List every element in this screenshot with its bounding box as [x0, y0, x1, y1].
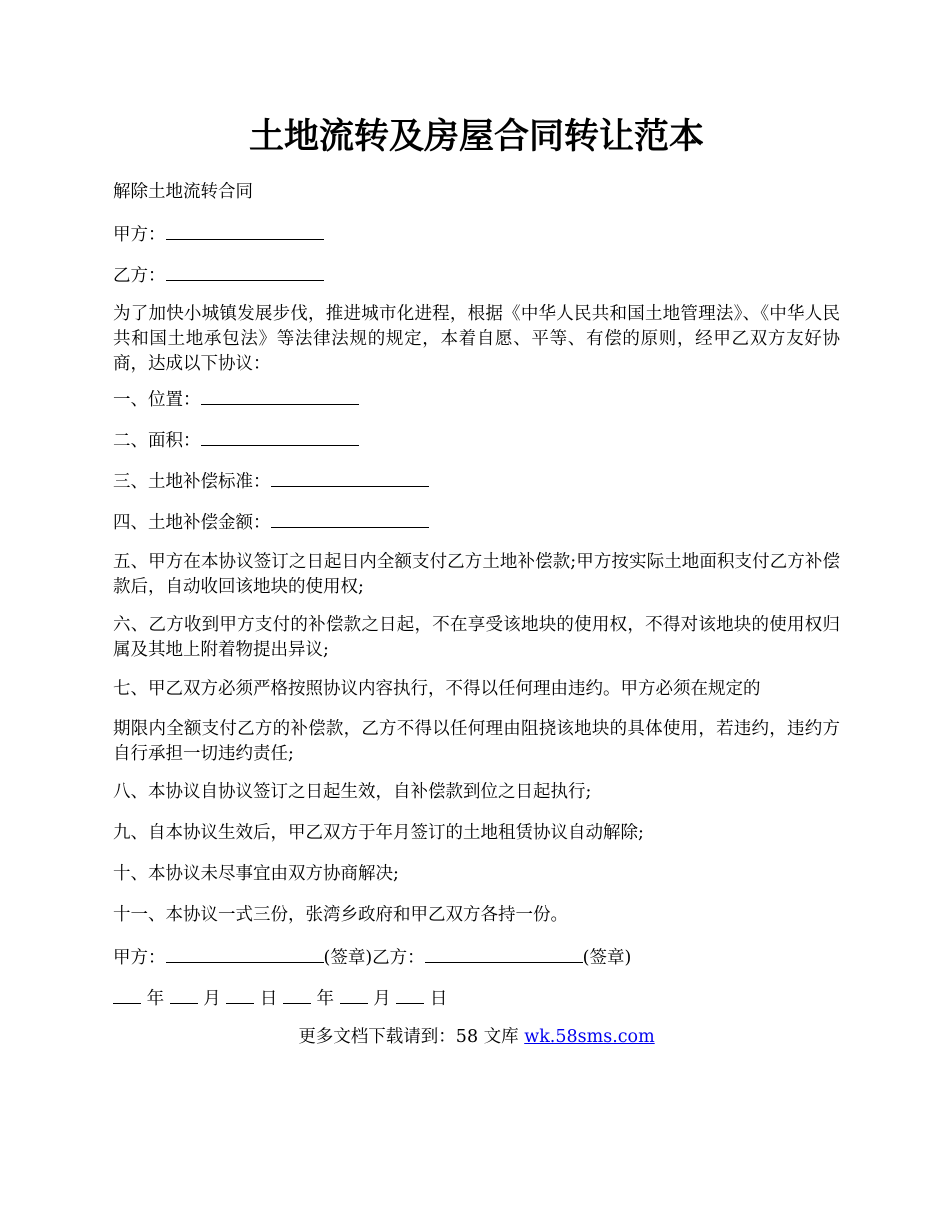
document-title: 土地流转及房屋合同转让范本: [248, 116, 704, 157]
clause-1: [113, 386, 840, 413]
date-year-b: 年: [316, 989, 335, 1009]
clause-3-label: 三、土地补偿标准：: [113, 472, 271, 492]
date-month-a: 月: [203, 989, 221, 1009]
sign-a-blank: [166, 944, 324, 963]
date-month-a-blank: [170, 985, 198, 1004]
date-line: [113, 985, 840, 1012]
party-b-line: [113, 262, 840, 289]
seal-a-label: (签章)乙方：: [323, 948, 425, 968]
party-a-label: 甲方：: [113, 225, 166, 245]
clause-3: [113, 468, 840, 495]
clause-2: [113, 427, 840, 454]
clause-10: 十、本协议未尽事宜由双方协商解决;: [113, 864, 399, 884]
date-day-b-blank: [396, 985, 424, 1004]
clause-7-part-1: 七、甲乙双方必须严格按照协议内容执行，不得以任何理由违约。甲方必须在规定的: [113, 679, 761, 699]
footer-link[interactable]: wk.58sms.com: [524, 1027, 655, 1047]
date-year-b-blank: [283, 985, 311, 1004]
footer: [113, 1025, 840, 1050]
party-a-blank: [166, 221, 324, 240]
date-day-b: 日: [429, 989, 448, 1009]
date-day-a-blank: [226, 985, 254, 1004]
sign-a-label: 甲方：: [113, 948, 166, 968]
clause-1-label: 一、位置：: [113, 390, 201, 410]
preamble-paragraph: 为了加快小城镇发展步伐，推进城市化进程，根据《中华人民共和国土地管理法》、《中华人民共和国土地承包法》等法律法规的规定，本着自愿、平等、有偿的原则，经甲乙双方友好协商，达成以下协议：: [113, 304, 840, 374]
date-year-a-blank: [113, 985, 141, 1004]
date-year-a: 年: [146, 989, 165, 1009]
party-a-line: [113, 221, 840, 248]
footer-text: 更多文档下载请到：58 文库: [298, 1027, 525, 1047]
clause-3-blank: [271, 468, 429, 487]
clause-7-part-2: 期限内全额支付乙方的补偿款，乙方不得以任何理由阻挠该地块的具体使用，若违约，违约方自行承担一切违约责任;: [113, 719, 840, 764]
clause-11: 十一、本协议一式三份，张湾乡政府和甲乙双方各持一份。: [113, 905, 568, 925]
date-month-b-blank: [340, 985, 368, 1004]
clause-9: 九、自本协议生效后，甲乙双方于年月签订的土地租赁协议自动解除;: [113, 823, 644, 843]
clause-4-blank: [271, 509, 429, 528]
clause-1-blank: [201, 386, 359, 405]
seal-b-label: (签章): [582, 948, 632, 968]
party-b-blank: [166, 262, 324, 281]
clause-5: 五、甲方在本协议签订之日起日内全额支付乙方土地补偿款;甲方按实际土地面积支付乙方补偿款后，自动收回该地块的使用权;: [113, 552, 840, 597]
clause-4-label: 四、土地补偿金额：: [113, 513, 271, 533]
date-day-a: 日: [259, 989, 278, 1009]
sign-b-blank: [425, 944, 583, 963]
party-b-label: 乙方：: [113, 266, 166, 286]
clause-4: [113, 509, 840, 536]
clause-6: 六、乙方收到甲方支付的补偿款之日起，不在享受该地块的使用权，不得对该地块的使用权归属及其地上附着物提出异议;: [113, 615, 840, 660]
clause-8: 八、本协议自协议签订之日起生效，自补偿款到位之日起执行;: [113, 782, 592, 802]
date-month-b: 月: [373, 989, 391, 1009]
document-subtitle: 解除土地流转合同: [113, 182, 253, 202]
clause-2-label: 二、面积：: [113, 431, 201, 451]
clause-2-blank: [201, 427, 359, 446]
signature-line: [113, 944, 840, 971]
